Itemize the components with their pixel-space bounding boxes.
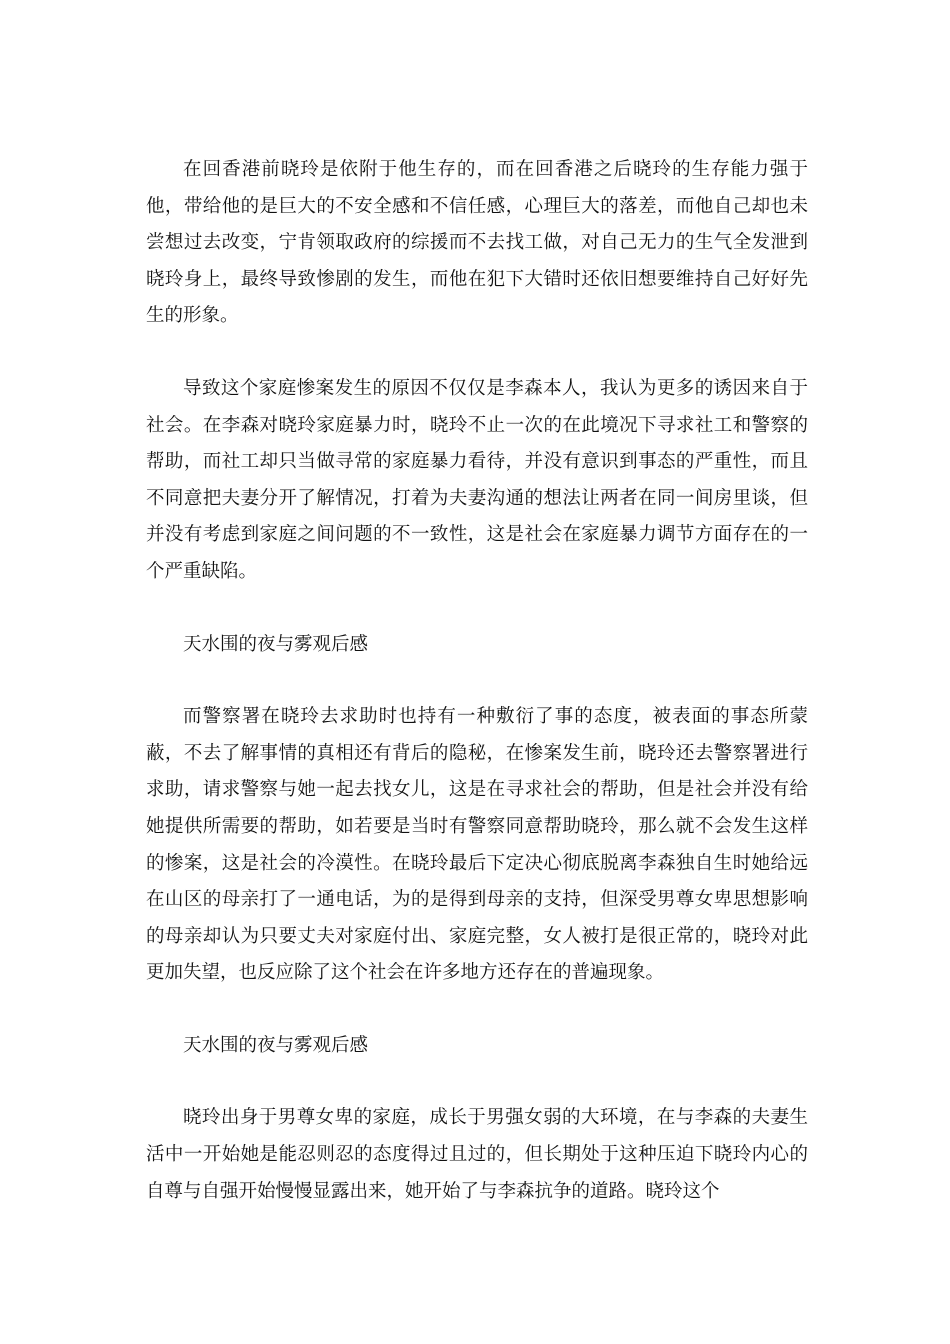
paragraph-2: 导致这个家庭惨案发生的原因不仅仅是李森本人，我认为更多的诱因来自于社会。在李森对晓玲家庭暴力时，晓玲不止一次的在此境况下寻求社工和警察的帮助，而社工却只当做寻常的家庭暴力看待，并没有意识到事态的严重性，而且不同意把夫妻分开了解情况，打着为夫妻沟通的想法让两者在同一间房里谈，但并没有考虑到家庭之间问题的不一致性，这是社会在家庭暴力调节方面存在的一个严重缺陷。	[146, 377, 808, 582]
paragraph-1: 在回香港前晓玲是依附于他生存的，而在回香港之后晓玲的生存能力强于他，带给他的是巨大的不安全感和不信任感，心理巨大的落差，而他自己却也未尝想过去改变，宁肯领取政府的综援而不去找工做，对自己无力的生气全发泄到晓玲身上，最终导致惨剧的发生，而他在犯下大错时还依旧想要维持自己好好先生的形象。	[146, 159, 808, 327]
document-body	[146, 152, 808, 1246]
section-heading-1: 天水围的夜与雾观后感	[183, 633, 369, 655]
section-heading-2: 天水围的夜与雾观后感	[183, 1034, 369, 1056]
paragraph-3: 而警察署在晓玲去求助时也持有一种敷衍了事的态度，被表面的事态所蒙蔽，不去了解事情的真相还有背后的隐秘，在惨案发生前，晓玲还去警察署进行求助，请求警察与她一起去找女儿，这是在寻求社会的帮助，但是社会并没有给她提供所需要的帮助，如若要是当时有警察同意帮助晓玲，那么就不会发生这样的惨案，这是社会的冷漠性。在晓玲最后下定决心彻底脱离李森独自生时她给远在山区的母亲打了一通电话，为的是得到母亲的支持，但深受男尊女卑思想影响的母亲却认为只要丈夫对家庭付出、家庭完整，女人被打是很正常的，晓玲对此更加失望，也反应除了这个社会在许多地方还存在的普遍现象。	[146, 706, 808, 984]
paragraph-4: 晓玲出身于男尊女卑的家庭，成长于男强女弱的大环境，在与李森的夫妻生活中一开始她是能忍则忍的态度得过且过的，但长期处于这种压迫下晓玲内心的自尊与自强开始慢慢显露出来，她开始了与李森抗争的道路。晓玲这个	[146, 1107, 808, 1202]
